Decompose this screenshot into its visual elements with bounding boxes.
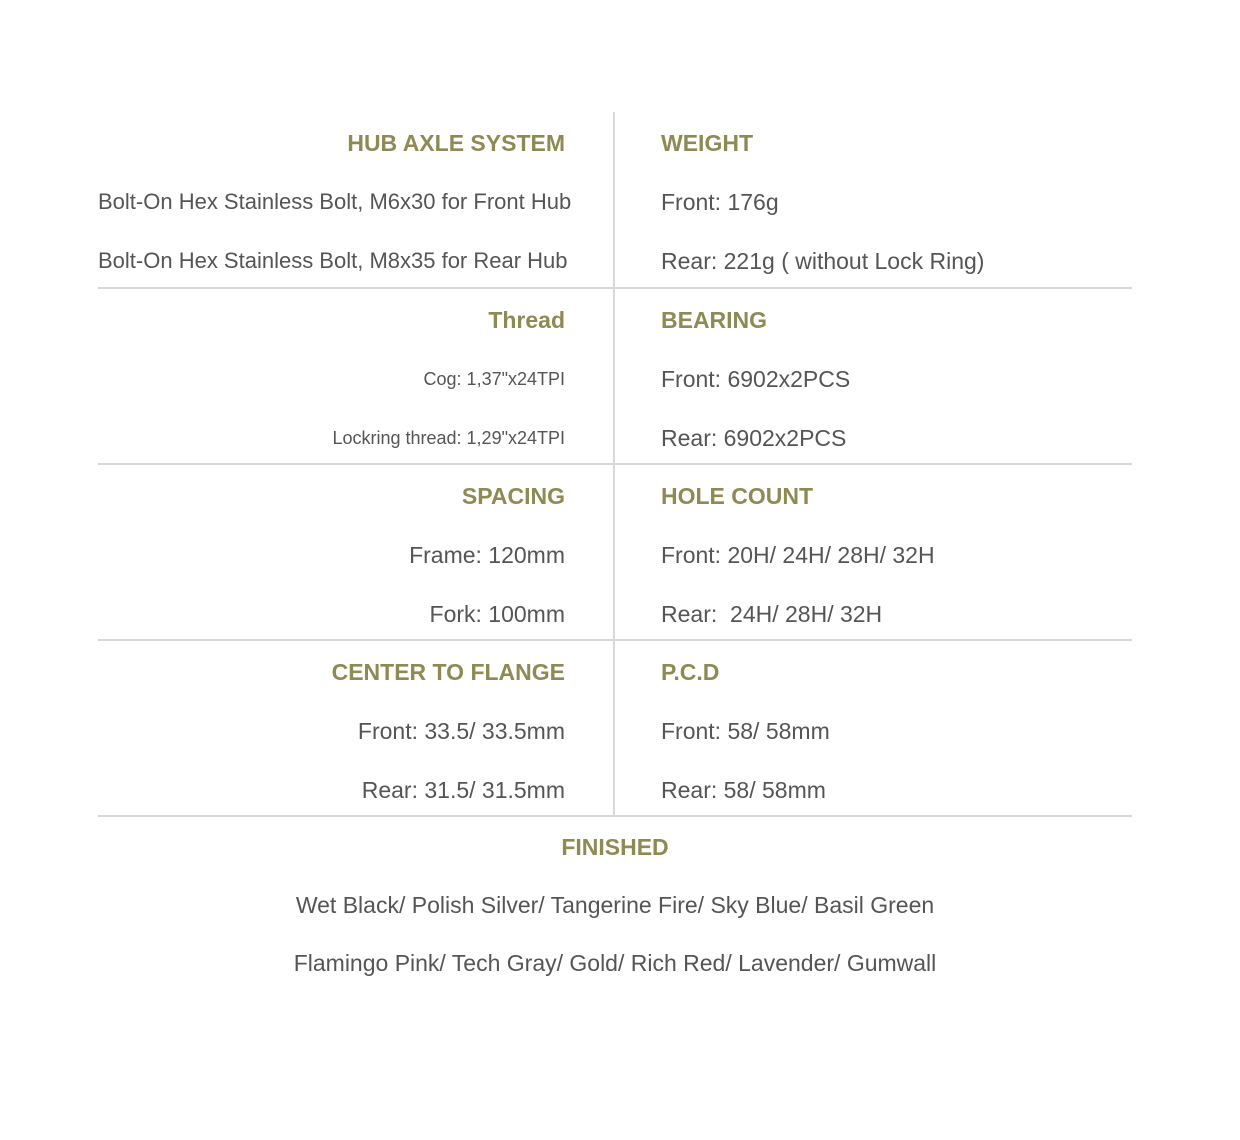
hole-count-front: Front: 20H/ 24H/ 28H/ 32H (661, 542, 935, 568)
hole-count-cell (615, 465, 1132, 639)
weight-heading: WEIGHT (661, 130, 753, 156)
spec-row-spacing-holecount (98, 465, 1132, 641)
hub-axle-system-cell (98, 112, 615, 287)
center-to-flange-cell (98, 641, 615, 815)
bearing-cell (615, 289, 1132, 463)
thread-heading: Thread (488, 307, 565, 333)
finished-colors-line-2: Flamingo Pink/ Tech Gray/ Gold/ Rich Red/ Lavender/ Gumwall (293, 950, 937, 976)
pcd-rear: Rear: 58/ 58mm (661, 777, 826, 803)
center-to-flange-rear: Rear: 31.5/ 31.5mm (361, 777, 565, 803)
hub-axle-rear-bolt: Bolt-On Hex Stainless Bolt, M8x35 for Rear Hub (98, 248, 568, 273)
spacing-heading: SPACING (461, 483, 565, 509)
finished-section (98, 832, 1132, 1006)
weight-rear: Rear: 221g ( without Lock Ring) (661, 248, 985, 274)
hole-count-rear: Rear: 24H/ 28H/ 32H (661, 601, 883, 627)
spacing-cell (98, 465, 615, 639)
pcd-cell (615, 641, 1132, 815)
pcd-front: Front: 58/ 58mm (661, 718, 830, 744)
spacing-frame: Frame: 120mm (409, 542, 565, 568)
pcd-heading: P.C.D (661, 659, 720, 685)
bearing-front: Front: 6902x2PCS (661, 366, 851, 392)
spec-table (98, 112, 1132, 817)
center-to-flange-front: Front: 33.5/ 33.5mm (357, 718, 565, 744)
spec-row-hub-axle-weight (98, 112, 1132, 289)
finished-heading: FINISHED (561, 834, 669, 860)
finished-colors-line-1: Wet Black/ Polish Silver/ Tangerine Fire/ Sky Blue/ Basil Green (295, 892, 935, 918)
weight-front: Front: 176g (661, 189, 779, 215)
hub-axle-system-heading: HUB AXLE SYSTEM (347, 130, 565, 156)
thread-lockring: Lockring thread: 1,29"x24TPI (332, 428, 565, 448)
spec-row-flange-pcd (98, 641, 1132, 817)
spacing-fork: Fork: 100mm (429, 601, 565, 627)
weight-cell (615, 112, 1132, 287)
thread-cell (98, 289, 615, 463)
hole-count-heading: HOLE COUNT (661, 483, 814, 509)
hub-axle-front-bolt: Bolt-On Hex Stainless Bolt, M6x30 for Front Hub (98, 189, 572, 214)
bearing-rear: Rear: 6902x2PCS (661, 425, 847, 451)
center-to-flange-heading: CENTER TO FLANGE (331, 659, 565, 685)
thread-cog: Cog: 1,37"x24TPI (423, 369, 565, 389)
bearing-heading: BEARING (661, 307, 768, 333)
spec-row-thread-bearing (98, 289, 1132, 465)
